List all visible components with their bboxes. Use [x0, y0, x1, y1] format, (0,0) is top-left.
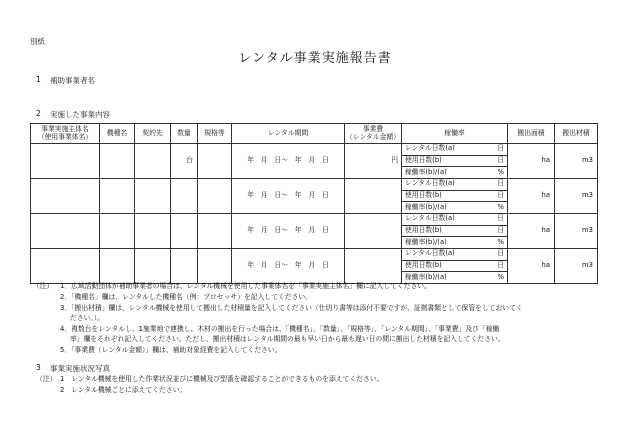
volume-unit: m3: [555, 144, 598, 179]
note-item: 率」欄をそれぞれ記入してください。ただし、搬出材積はレンタル期間の最も早い日から最も遅い日の間に搬出した材積を記入してください。: [70, 335, 505, 343]
section1-number: 1: [36, 75, 41, 84]
header-period: レンタル期間: [232, 124, 345, 144]
section3-number: 3: [36, 363, 41, 372]
table-header-row: [31, 124, 598, 144]
header-quantity: 数量: [171, 124, 198, 144]
report-table: [30, 123, 598, 284]
notes3-prefix: （注）: [36, 375, 57, 383]
note-item: 4．複数台をレンタルし、1施業地で連携し、木材の搬出を行った場合は、「機種名」、「数量」、「規格等」、「レンタル期間」、「事業費」及び「稼働: [60, 325, 500, 333]
note-item: 5．「事業費（レンタル金額）」欄は、補助対象経費を記入してください。: [60, 346, 282, 354]
period-cell: 年 月 日～ 年 月 日: [232, 249, 345, 284]
photo-note-item: 1 レンタル機械を使用した作業状況並びに機械及び型番を確認することができるものを添えてください。: [60, 375, 384, 383]
note-item: ださい。）。: [70, 314, 104, 322]
section2-number: 2: [36, 109, 41, 118]
note-item: 3．「搬出材積」欄は、レンタル機械を使用して搬出した材積量を記入してください（仕切り書等は添付不要ですが、証拠書類として保管をしておいてく: [60, 304, 523, 312]
table-row: [31, 214, 598, 249]
utilization-cell: レンタル日数(a) 日 使用日数(b) 日 稼働率(b)/(a) %: [402, 144, 508, 179]
section2-label: 実施した事業内容: [50, 110, 110, 119]
header-contractor: 契約先: [135, 124, 171, 144]
header-utilization: 稼働率: [402, 124, 508, 144]
page-title: レンタル事業実施報告書: [238, 51, 392, 66]
header-area: 搬出面積: [508, 124, 555, 144]
volume-unit: m3: [555, 179, 598, 214]
header-spec: 規格等: [198, 124, 232, 144]
period-cell: 年 月 日～ 年 月 日: [232, 179, 345, 214]
utilization-cell: レンタル日数(a) 日 使用日数(b) 日 稼働率(b)/(a) %: [402, 214, 508, 249]
section1-label: 補助事業者名: [50, 76, 95, 85]
volume-unit: m3: [555, 249, 598, 284]
area-unit: ha: [508, 179, 555, 214]
photo-note-item: 2 レンタル機械ごとに添えてください。: [60, 386, 187, 394]
note-item: 2．「機種名」欄は、レンタルした機種名（例：プロセッサ）を記入してください。: [60, 293, 312, 301]
section3-label: 事業実施状況写真: [50, 364, 110, 373]
annex-label: 別紙: [30, 37, 45, 46]
table-row: [31, 179, 598, 214]
period-cell: 年 月 日～ 年 月 日: [232, 214, 345, 249]
table-row: [31, 249, 598, 284]
area-unit: ha: [508, 144, 555, 179]
area-unit: ha: [508, 214, 555, 249]
area-unit: ha: [508, 249, 555, 284]
volume-unit: m3: [555, 214, 598, 249]
note-item: 1．広域活動団体が補助事業者の場合は、レンタル機械を使用した事業体名を「事業実施主体名」欄に記入してください。: [60, 282, 431, 290]
header-cost: 事業費 （レンタル金額）: [345, 124, 402, 144]
qty-unit: 台: [171, 144, 198, 179]
utilization-cell: レンタル日数(a) 日 使用日数(b) 日 稼働率(b)/(a) %: [402, 179, 508, 214]
period-cell: 年 月 日～ 年 月 日: [232, 144, 345, 179]
notes-prefix: （注）: [33, 282, 54, 290]
cost-unit: 円: [345, 144, 402, 179]
header-volume: 搬出材積: [555, 124, 598, 144]
header-operator: 事業実施主体名 （使用事業体名）: [31, 124, 100, 144]
utilization-cell: レンタル日数(a) 日 使用日数(b) 日 稼働率(b)/(a) %: [402, 249, 508, 284]
header-machine: 機種名: [100, 124, 135, 144]
table-row: [31, 144, 598, 179]
